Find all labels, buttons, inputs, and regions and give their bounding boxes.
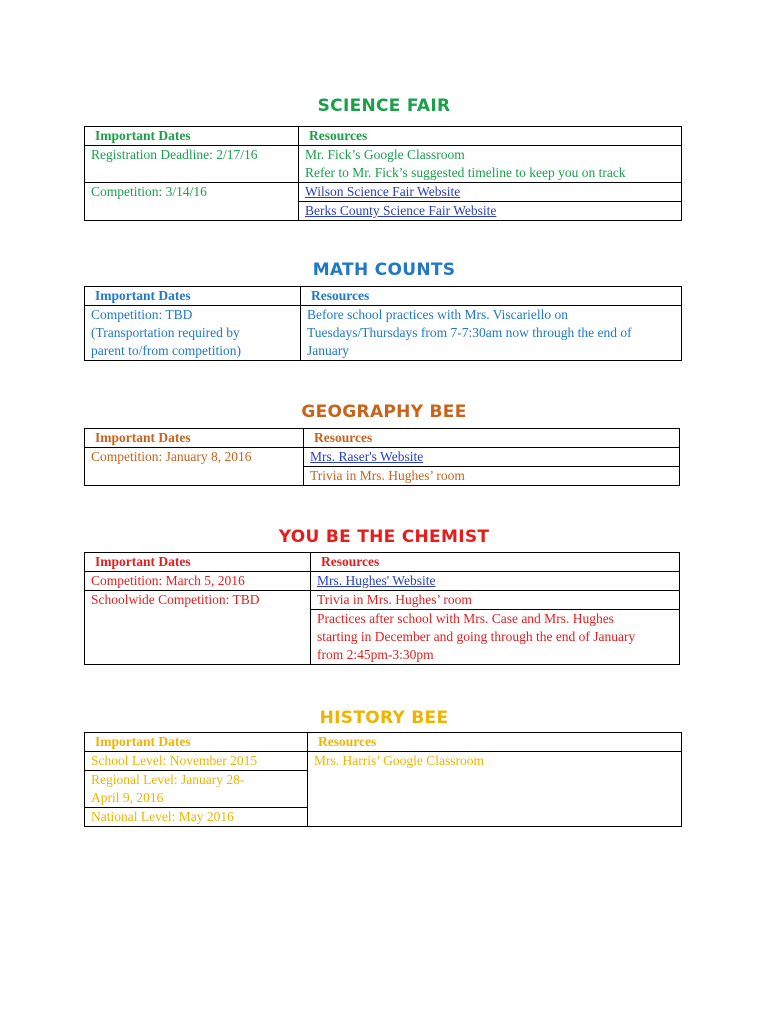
science-date-competition: Competition: 3/14/16 — [85, 183, 299, 221]
science-dates-header: Important Dates — [85, 127, 299, 146]
geo-resource-trivia: Trivia in Mrs. Hughes’ room — [304, 467, 680, 486]
science-resource-classroom — [299, 146, 682, 183]
mrs-hughes-website-link[interactable]: Mrs. Hughes' Website — [317, 573, 436, 588]
berks-county-science-fair-link[interactable]: Berks County Science Fair Website — [305, 203, 497, 218]
chem-res-line1: Practices after school with Mrs. Case and Mrs. Hughes — [317, 611, 614, 626]
mrs-raser-website-link[interactable]: Mrs. Raser's Website — [310, 449, 424, 464]
chem-date-competition: Competition: March 5, 2016 — [85, 572, 311, 591]
wilson-science-fair-link[interactable]: Wilson Science Fair Website — [305, 184, 461, 199]
chem-res-line3: from 2:45pm-3:30pm — [317, 647, 434, 662]
history-date-national: National Level: May 2016 — [85, 808, 308, 827]
chem-resource-trivia: Trivia in Mrs. Hughes’ room — [311, 591, 680, 610]
science-resources-header: Resources — [299, 127, 682, 146]
geo-dates-header: Important Dates — [85, 429, 304, 448]
science-fair-table — [84, 126, 682, 221]
history-date-regional — [85, 771, 308, 808]
math-resources-header: Resources — [301, 287, 682, 306]
chem-res-line2: starting in December and going through the end of January — [317, 629, 636, 644]
math-res-line1: Before school practices with Mrs. Viscariello on — [307, 307, 568, 322]
science-timeline-text: Refer to Mr. Fick’s suggested timeline to keep you on track — [305, 165, 626, 180]
chem-resource-practices — [311, 610, 680, 665]
history-resource-classroom: Mrs. Harris’ Google Classroom — [308, 752, 682, 827]
geo-date-competition: Competition: January 8, 2016 — [85, 448, 304, 486]
math-dates-header: Important Dates — [85, 287, 301, 306]
geo-resources-header: Resources — [304, 429, 680, 448]
geography-bee-table — [84, 428, 680, 486]
chem-dates-header: Important Dates — [85, 553, 311, 572]
chem-date-schoolwide: Schoolwide Competition: TBD — [85, 591, 311, 665]
history-date-school: School Level: November 2015 — [85, 752, 308, 771]
math-date-line3: parent to/from competition) — [91, 343, 241, 358]
math-res-line3: January — [307, 343, 349, 358]
math-res-line2: Tuesdays/Thursdays from 7-7:30am now through the end of — [307, 325, 632, 340]
geography-bee-heading: GEOGRAPHY BEE — [301, 402, 467, 422]
history-regional-line2: April 9, 2016 — [91, 790, 164, 805]
math-resource-practices — [301, 306, 682, 361]
science-date-registration: Registration Deadline: 2/17/16 — [85, 146, 299, 183]
history-bee-table — [84, 732, 682, 827]
history-dates-header: Important Dates — [85, 733, 308, 752]
math-date-competition — [85, 306, 301, 361]
chemist-table — [84, 552, 680, 665]
science-fair-heading: SCIENCE FAIR — [317, 96, 451, 116]
chem-resources-header: Resources — [311, 553, 680, 572]
history-resources-header: Resources — [308, 733, 682, 752]
math-date-line1: Competition: TBD — [91, 307, 193, 322]
chemist-heading: YOU BE THE CHEMIST — [278, 527, 490, 547]
math-counts-heading: MATH COUNTS — [312, 260, 456, 280]
math-date-line2: (Transportation required by — [91, 325, 240, 340]
history-regional-line1: Regional Level: January 28- — [91, 772, 245, 787]
math-counts-table — [84, 286, 682, 361]
history-bee-heading: HISTORY BEE — [319, 708, 449, 728]
science-classroom-text: Mr. Fick’s Google Classroom — [305, 147, 465, 162]
